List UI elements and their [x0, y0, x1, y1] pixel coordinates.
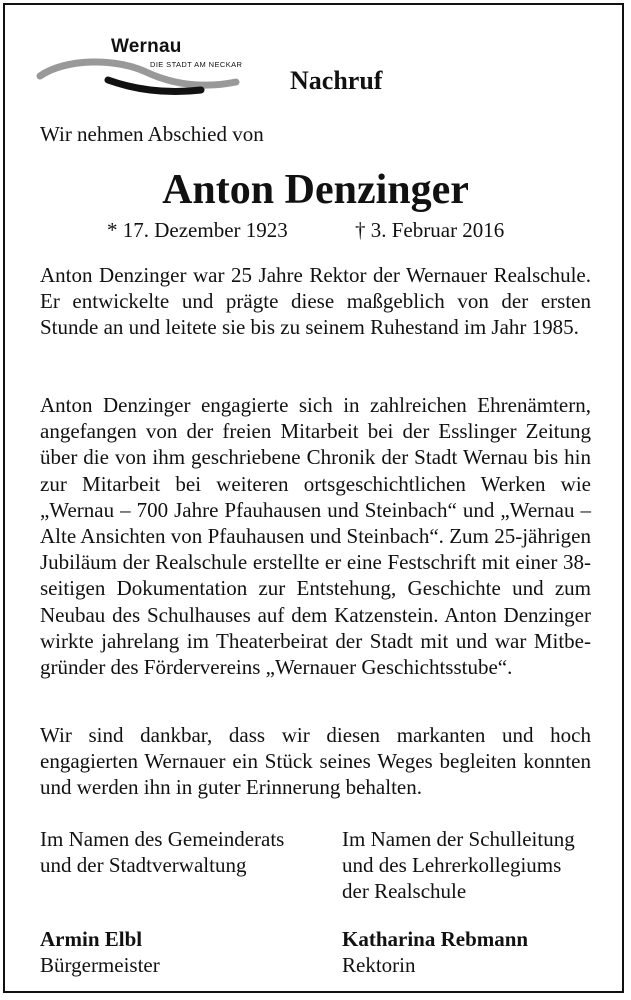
signer-name: Armin Elbl — [40, 927, 143, 951]
signature-line: Im Namen der Schulleitung — [342, 827, 575, 851]
logo-subtitle: DIE STADT AM NECKAR — [150, 60, 243, 69]
signature-line: und der Stadtverwaltung — [40, 853, 247, 877]
signer-role: Bürgermeister — [40, 953, 160, 977]
signature-line: und des Lehrerkollegiums — [342, 853, 562, 877]
signer-principal — [342, 926, 528, 978]
paragraph-gratitude: Wir sind dankbar, dass wir diesen markanten und hoch engagierten Wernauer ein Stück seines Weges begleiten konnten und werden ihn in guter Erinnerung behalten. — [40, 723, 591, 800]
heading: Nachruf — [290, 66, 383, 95]
paragraph-career: Anton Denzinger war 25 Jahre Rektor der Wernauer Realschule. Er entwickelte und prägte diese maßgeblich von der ersten Stunde an und leitete sie bis zu seinem Ruhestand im Jahr 1985. — [40, 263, 591, 340]
birth-date: * 17. Dezember 1923 — [107, 218, 288, 242]
signature-line: der Realschule — [342, 879, 467, 903]
wernau-logo — [36, 36, 256, 98]
signature-line: Im Namen des Gemeinderats — [40, 827, 285, 851]
signer-role: Rektorin — [342, 953, 416, 977]
signature-block-council — [40, 826, 284, 878]
signer-name: Katharina Rebmann — [342, 927, 529, 951]
death-date: † 3. Februar 2016 — [355, 218, 505, 242]
logo-name: Wernau — [111, 36, 182, 57]
deceased-name: Anton Denzinger — [162, 167, 469, 213]
intro-text: Wir nehmen Abschied von — [40, 122, 264, 146]
signature-block-school — [342, 826, 575, 904]
paragraph-engagement: Anton Denzinger engagierte sich in zahlreichen Ehrenämtern, angefangen von der freien Mitarbeit bei der Esslinger Zeitung über die von ihm geschriebene Chronik der Stadt Wernau bis hin zur Mitarbeit bei weiteren ortsgeschichtlichen Werken wie „Wernau – 700 Jahre Pfauhausen und Steinbach“ und „Wernau – Alte Ansichten von Pfauhausen und Steinbach“. Zum 25-jährigen Jubiläum der Realschule erstellte er eine Festschrift mit einer 38-seitigen Dokumentation zur Entstehung, Geschichte und zum Neubau des Schulhauses auf dem Katzenstein. Anton Denzinger wirkte jahrelang im Theaterbeirat der Stadt mit und war Mitbegründer des Fördervereins „Wernauer Geschichtsstube“. — [40, 393, 591, 680]
signer-mayor — [40, 926, 160, 978]
